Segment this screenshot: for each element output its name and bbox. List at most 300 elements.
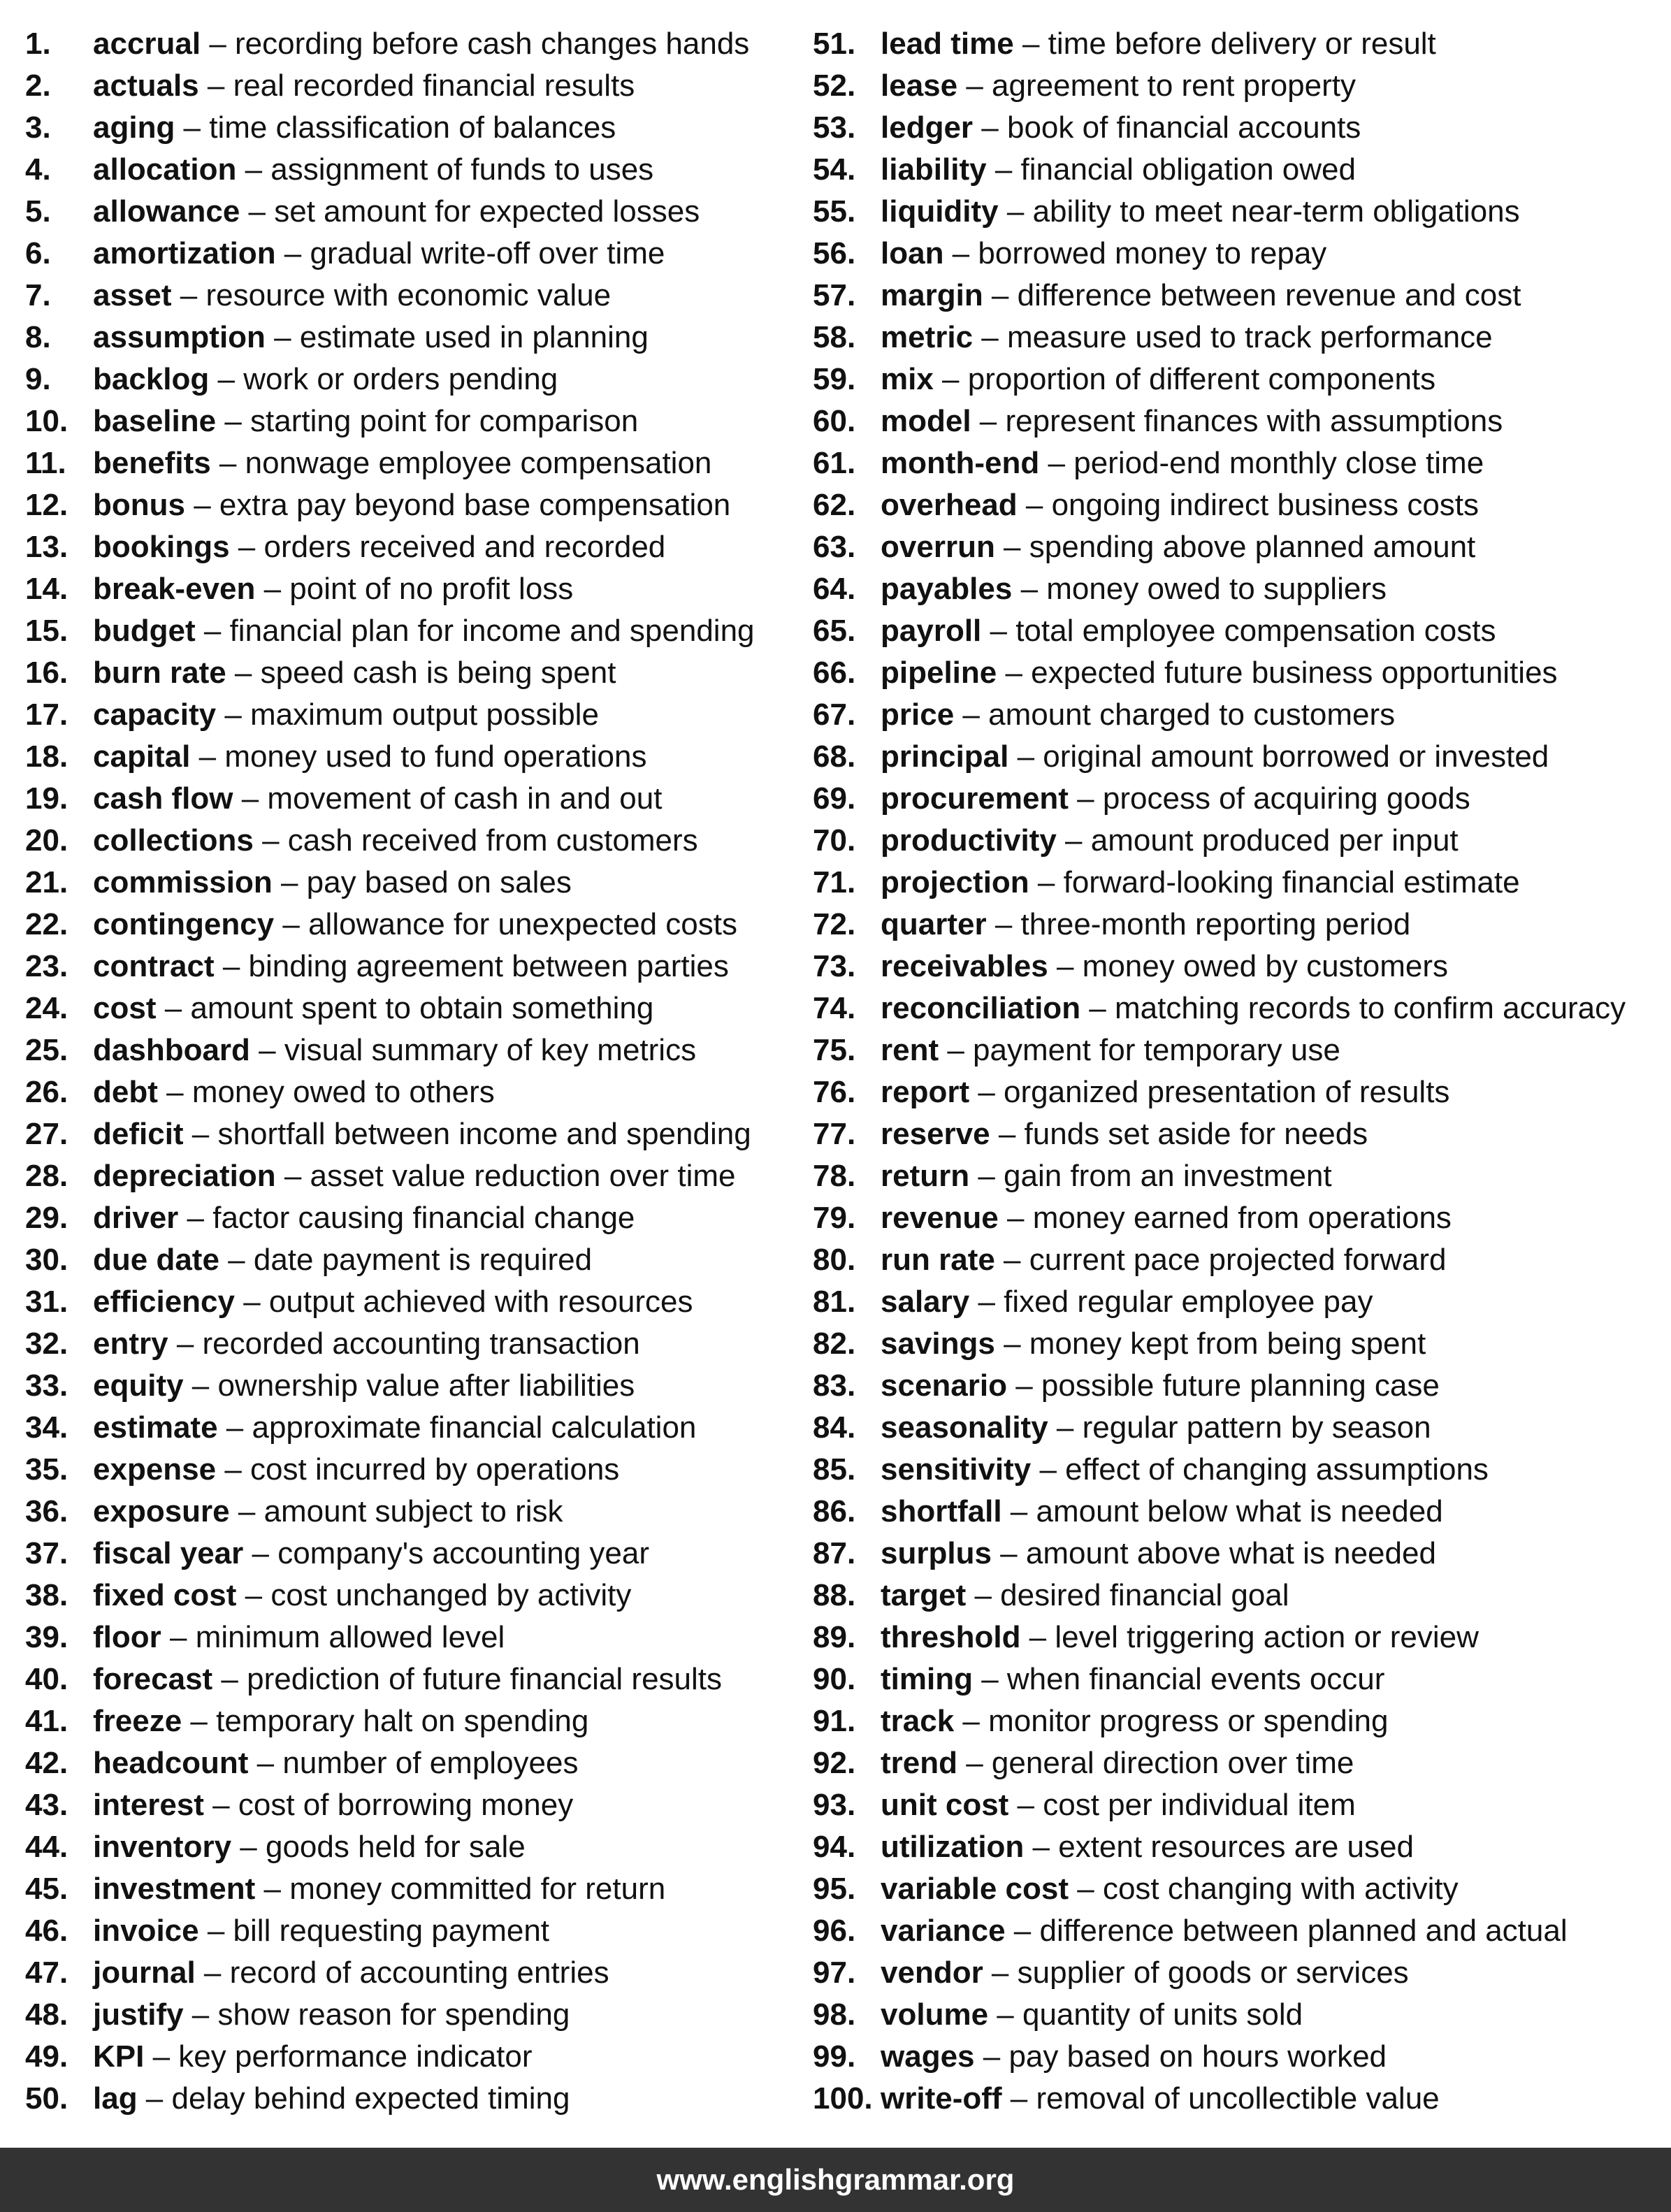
glossary-entry <box>813 1910 1665 1952</box>
entry-separator: – <box>998 1201 1033 1235</box>
entry-separator: – <box>190 739 225 774</box>
entry-term: driver <box>93 1201 179 1235</box>
entry-separator: – <box>998 194 1033 229</box>
entry-definition: maximum output possible <box>250 697 599 732</box>
entry-definition: removal of uncollectible value <box>1036 2081 1440 2116</box>
entry-separator: – <box>969 1285 1004 1319</box>
entry-separator: – <box>182 1704 217 1738</box>
entry-term: backlog <box>93 362 210 396</box>
entry-definition: difference between planned and actual <box>1039 1914 1568 1948</box>
glossary-entry <box>813 1155 1665 1197</box>
entry-number: 31. <box>25 1285 68 1319</box>
entry-separator: – <box>217 1410 252 1445</box>
entry-term: surplus <box>881 1536 992 1570</box>
entry-term: capacity <box>93 697 217 732</box>
entry-term: investment <box>93 1872 256 1906</box>
entry-term: cost <box>93 991 157 1025</box>
entry-term: price <box>881 697 955 732</box>
entry-term: savings <box>881 1327 995 1361</box>
entry-number: 57. <box>813 278 856 312</box>
entry-number: 55. <box>813 194 856 229</box>
glossary-entry <box>25 1155 815 1197</box>
glossary-entry <box>813 778 1665 820</box>
glossary-entry <box>813 107 1665 149</box>
entry-term: entry <box>93 1327 168 1361</box>
entry-separator: – <box>1069 1872 1103 1906</box>
entry-separator: – <box>1008 739 1043 774</box>
entry-term: target <box>881 1578 967 1612</box>
entry-term: seasonality <box>881 1410 1048 1445</box>
entry-separator: – <box>954 1704 989 1738</box>
entry-term: debt <box>93 1075 158 1109</box>
entry-term: floor <box>93 1620 161 1654</box>
entry-number: 100. <box>813 2081 873 2116</box>
entry-definition: level triggering action or review <box>1055 1620 1479 1654</box>
entry-separator: – <box>943 236 978 270</box>
glossary-entry <box>813 2078 1665 2120</box>
glossary-entry <box>25 1029 815 1071</box>
entry-number: 99. <box>813 2039 856 2074</box>
entry-number: 65. <box>813 614 856 648</box>
glossary-entry <box>813 988 1665 1029</box>
glossary-entry <box>25 2036 815 2078</box>
glossary-entry <box>25 1449 815 1491</box>
entry-separator: – <box>183 1368 218 1403</box>
entry-number: 30. <box>25 1243 68 1277</box>
entry-number: 83. <box>813 1368 856 1403</box>
entry-number: 25. <box>25 1033 68 1067</box>
entry-definition: general direction over time <box>991 1746 1354 1780</box>
entry-definition: payment for temporary use <box>973 1033 1340 1067</box>
entry-definition: funds set aside for needs <box>1024 1117 1368 1151</box>
glossary-entry <box>813 1533 1665 1575</box>
entry-number: 66. <box>813 656 856 690</box>
glossary-entry <box>813 1994 1665 2036</box>
entry-separator: – <box>983 1956 1018 1990</box>
glossary-entry <box>25 1323 815 1365</box>
entry-term: vendor <box>881 1956 983 1990</box>
entry-definition: when financial events occur <box>1006 1662 1385 1696</box>
entry-term: wages <box>881 2039 975 2074</box>
entry-term: return <box>881 1159 970 1193</box>
entry-definition: difference between revenue and cost <box>1017 278 1521 312</box>
entry-definition: bill requesting payment <box>233 1914 550 1948</box>
glossary-entry <box>25 820 815 862</box>
entry-separator: – <box>1048 1410 1083 1445</box>
entry-term: margin <box>881 278 983 312</box>
glossary-entry <box>25 275 815 317</box>
entry-definition: date payment is required <box>253 1243 593 1277</box>
entry-number: 6. <box>25 236 51 270</box>
entry-number: 51. <box>813 27 856 61</box>
entry-term: collections <box>93 823 254 858</box>
entry-definition: goods held for sale <box>265 1830 526 1864</box>
entry-term: actuals <box>93 68 199 103</box>
entry-number: 29. <box>25 1201 68 1235</box>
entry-separator: – <box>1029 865 1064 899</box>
glossary-entry <box>25 1784 815 1826</box>
glossary-entry <box>25 1658 815 1700</box>
entry-number: 26. <box>25 1075 68 1109</box>
entry-definition: amount spent to obtain something <box>190 991 654 1025</box>
glossary-entry <box>813 1323 1665 1365</box>
glossary-entry <box>25 694 815 736</box>
glossary-entry <box>25 400 815 442</box>
entry-number: 33. <box>25 1368 68 1403</box>
entry-term: accrual <box>93 27 201 61</box>
entry-number: 40. <box>25 1662 68 1696</box>
entry-separator: – <box>1056 823 1091 858</box>
entry-term: aging <box>93 110 175 145</box>
entry-number: 1. <box>25 27 51 61</box>
glossary-entry <box>813 1197 1665 1239</box>
entry-definition: prediction of future financial results <box>247 1662 723 1696</box>
entry-number: 12. <box>25 488 68 522</box>
entry-definition: proportion of different components <box>967 362 1436 396</box>
entry-separator: – <box>957 68 992 103</box>
entry-number: 61. <box>813 446 856 480</box>
entry-separator: – <box>1039 446 1074 480</box>
entry-term: shortfall <box>881 1494 1002 1528</box>
entry-term: equity <box>93 1368 184 1403</box>
glossary-entry <box>25 1239 815 1281</box>
entry-separator: – <box>255 1872 290 1906</box>
entry-separator: – <box>1020 1620 1055 1654</box>
entry-number: 84. <box>813 1410 856 1445</box>
entry-term: timing <box>881 1662 973 1696</box>
entry-definition: nonwage employee compensation <box>245 446 712 480</box>
entry-number: 23. <box>25 949 68 983</box>
entry-definition: amount above what is needed <box>1025 1536 1436 1570</box>
entry-term: journal <box>93 1956 196 1990</box>
entry-number: 80. <box>813 1243 856 1277</box>
entry-separator: – <box>1017 488 1052 522</box>
glossary-entry <box>25 191 815 233</box>
glossary-entry <box>25 778 815 820</box>
glossary-entry <box>813 1365 1665 1407</box>
entry-term: allowance <box>93 194 240 229</box>
entry-term: invoice <box>93 1914 199 1948</box>
entry-number: 60. <box>813 404 856 438</box>
glossary-entry <box>813 526 1665 568</box>
entry-definition: extent resources are used <box>1058 1830 1414 1864</box>
entry-term: mix <box>881 362 934 396</box>
entry-definition: period-end monthly close time <box>1073 446 1484 480</box>
entry-definition: factor causing financial change <box>212 1201 635 1235</box>
entry-separator: – <box>201 27 236 61</box>
entry-separator: – <box>226 656 261 690</box>
entry-term: productivity <box>881 823 1057 858</box>
glossary-entry <box>813 484 1665 526</box>
entry-number: 76. <box>813 1075 856 1109</box>
entry-definition: cost of borrowing money <box>238 1788 574 1822</box>
entry-definition: agreement to rent property <box>992 68 1356 103</box>
glossary-entry <box>813 1071 1665 1113</box>
entry-definition: cost unchanged by activity <box>270 1578 632 1612</box>
glossary-entry <box>25 904 815 946</box>
entry-number: 15. <box>25 614 68 648</box>
entry-definition: extra pay beyond base compensation <box>219 488 731 522</box>
glossary-list <box>0 23 1671 2116</box>
glossary-entry <box>25 736 815 778</box>
glossary-entry <box>813 610 1665 652</box>
entry-term: baseline <box>93 404 217 438</box>
footer-bar <box>0 2148 1671 2212</box>
entry-definition: money owed by customers <box>1082 949 1449 983</box>
entry-definition: measure used to track performance <box>1007 320 1493 354</box>
entry-separator: – <box>933 362 968 396</box>
glossary-entry <box>25 1071 815 1113</box>
entry-definition: real recorded financial results <box>233 68 635 103</box>
entry-number: 46. <box>25 1914 68 1948</box>
entry-separator: – <box>1048 949 1083 983</box>
entry-definition: amount subject to risk <box>263 1494 563 1528</box>
entry-number: 79. <box>813 1201 856 1235</box>
entry-term: metric <box>881 320 974 354</box>
entry-definition: quantity of units sold <box>1022 1997 1303 2032</box>
entry-separator: – <box>249 1033 284 1067</box>
entry-number: 14. <box>25 572 68 606</box>
entry-number: 94. <box>813 1830 856 1864</box>
entry-number: 93. <box>813 1788 856 1822</box>
entry-number: 5. <box>25 194 51 229</box>
entry-separator: – <box>240 194 275 229</box>
entry-separator: – <box>1006 1368 1041 1403</box>
entry-number: 20. <box>25 823 68 858</box>
entry-definition: expected future business opportunities <box>1031 656 1558 690</box>
entry-separator: – <box>994 1327 1029 1361</box>
entry-term: scenario <box>881 1368 1007 1403</box>
entry-separator: – <box>990 1117 1025 1151</box>
entry-separator: – <box>275 1159 310 1193</box>
glossary-entry <box>25 1617 815 1658</box>
entry-definition: time classification of balances <box>209 110 616 145</box>
entry-separator: – <box>219 1243 254 1277</box>
entry-term: amortization <box>93 236 276 270</box>
entry-number: 38. <box>25 1578 68 1612</box>
entry-separator: – <box>171 278 206 312</box>
entry-term: track <box>881 1704 955 1738</box>
entry-separator: – <box>185 488 219 522</box>
entry-term: lease <box>881 68 958 103</box>
entry-definition: supplier of goods or services <box>1017 1956 1409 1990</box>
entry-definition: money kept from being spent <box>1029 1327 1426 1361</box>
entry-number: 34. <box>25 1410 68 1445</box>
entry-term: overhead <box>881 488 1018 522</box>
entry-definition: allowance for unexpected costs <box>308 907 737 941</box>
glossary-column-left <box>25 23 815 2120</box>
entry-definition: recording before cash changes hands <box>235 27 750 61</box>
entry-number: 13. <box>25 530 68 564</box>
entry-separator: – <box>274 907 309 941</box>
entry-separator: – <box>1012 572 1047 606</box>
entry-separator: – <box>991 1536 1026 1570</box>
entry-separator: – <box>229 1494 264 1528</box>
entry-definition: pay based on sales <box>306 865 572 899</box>
entry-definition: financial plan for income and spending <box>229 614 755 648</box>
entry-definition: fixed regular employee pay <box>1004 1285 1373 1319</box>
entry-number: 74. <box>813 991 856 1025</box>
entry-separator: – <box>972 1662 1007 1696</box>
entry-term: liability <box>881 152 987 187</box>
entry-number: 22. <box>25 907 68 941</box>
glossary-entry <box>813 233 1665 275</box>
entry-term: utilization <box>881 1830 1025 1864</box>
glossary-entry <box>813 1617 1665 1658</box>
glossary-entry <box>813 862 1665 904</box>
entry-number: 47. <box>25 1956 68 1990</box>
entry-separator: – <box>231 1830 266 1864</box>
glossary-entry <box>813 1952 1665 1994</box>
entry-definition: money owed to suppliers <box>1046 572 1387 606</box>
entry-definition: monitor progress or spending <box>988 1704 1389 1738</box>
entry-number: 75. <box>813 1033 856 1067</box>
entry-term: fixed cost <box>93 1578 237 1612</box>
entry-number: 3. <box>25 110 51 145</box>
entry-number: 71. <box>813 865 856 899</box>
entry-definition: spending above planned amount <box>1029 530 1476 564</box>
glossary-entry <box>25 988 815 1029</box>
entry-separator: – <box>183 1117 218 1151</box>
entry-separator: – <box>997 656 1032 690</box>
entry-term: liquidity <box>881 194 999 229</box>
entry-number: 9. <box>25 362 51 396</box>
entry-number: 42. <box>25 1746 68 1780</box>
entry-term: expense <box>93 1452 217 1487</box>
entry-number: 92. <box>813 1746 856 1780</box>
entry-term: bonus <box>93 488 185 522</box>
entry-separator: – <box>974 2039 1009 2074</box>
entry-number: 96. <box>813 1914 856 1948</box>
glossary-entry <box>813 149 1665 191</box>
entry-separator: – <box>229 530 264 564</box>
entry-definition: borrowed money to repay <box>978 236 1327 270</box>
entry-number: 19. <box>25 781 68 816</box>
entry-number: 50. <box>25 2081 68 2116</box>
entry-separator: – <box>994 530 1029 564</box>
entry-separator: – <box>275 236 310 270</box>
footer-website-link[interactable]: www.englishgrammar.org <box>656 2163 1015 2196</box>
entry-number: 24. <box>25 991 68 1025</box>
entry-number: 7. <box>25 278 51 312</box>
glossary-entry <box>25 1575 815 1617</box>
entry-number: 81. <box>813 1285 856 1319</box>
entry-separator: – <box>983 278 1018 312</box>
entry-number: 32. <box>25 1327 68 1361</box>
entry-term: write-off <box>881 2081 1002 2116</box>
entry-definition: ongoing indirect business costs <box>1051 488 1480 522</box>
entry-separator: – <box>175 110 210 145</box>
glossary-entry <box>813 1826 1665 1868</box>
entry-definition: effect of changing assumptions <box>1065 1452 1489 1487</box>
entry-term: deficit <box>93 1117 184 1151</box>
entry-number: 27. <box>25 1117 68 1151</box>
glossary-entry <box>25 484 815 526</box>
entry-term: contingency <box>93 907 275 941</box>
entry-definition: money committed for return <box>289 1872 666 1906</box>
entry-term: variance <box>881 1914 1006 1948</box>
entry-term: exposure <box>93 1494 230 1528</box>
glossary-entry <box>25 610 815 652</box>
entry-separator: – <box>212 1662 247 1696</box>
entry-definition: minimum allowed level <box>195 1620 505 1654</box>
entry-number: 68. <box>813 739 856 774</box>
entry-term: inventory <box>93 1830 232 1864</box>
entry-term: break-even <box>93 572 256 606</box>
entry-separator: – <box>1024 1830 1059 1864</box>
entry-definition: matching records to confirm accuracy <box>1115 991 1626 1025</box>
entry-definition: visual summary of key metrics <box>284 1033 697 1067</box>
entry-definition: money owed to others <box>191 1075 495 1109</box>
glossary-entry <box>25 1910 815 1952</box>
entry-term: assumption <box>93 320 266 354</box>
entry-number: 16. <box>25 656 68 690</box>
entry-separator: – <box>272 865 307 899</box>
entry-term: payables <box>881 572 1013 606</box>
entry-separator: – <box>216 404 251 438</box>
entry-number: 67. <box>813 697 856 732</box>
entry-separator: – <box>954 697 989 732</box>
entry-separator: – <box>236 1578 271 1612</box>
glossary-entry <box>813 946 1665 988</box>
entry-term: benefits <box>93 446 211 480</box>
entry-term: contract <box>93 949 215 983</box>
entry-definition: forward-looking financial estimate <box>1063 865 1520 899</box>
entry-separator: – <box>265 320 300 354</box>
entry-term: forecast <box>93 1662 213 1696</box>
entry-separator: – <box>234 1285 269 1319</box>
entry-definition: desired financial goal <box>1000 1578 1289 1612</box>
entry-separator: – <box>183 1997 218 2032</box>
entry-number: 63. <box>813 530 856 564</box>
entry-term: month-end <box>881 446 1040 480</box>
entry-separator: – <box>253 823 288 858</box>
entry-term: trend <box>881 1746 957 1780</box>
entry-separator: – <box>988 1997 1022 2032</box>
entry-term: freeze <box>93 1704 182 1738</box>
entry-definition: possible future planning case <box>1041 1368 1440 1403</box>
entry-definition: gradual write-off over time <box>310 236 665 270</box>
entry-definition: shortfall between income and spending <box>217 1117 751 1151</box>
entry-separator: – <box>1068 781 1103 816</box>
entry-term: revenue <box>881 1201 999 1235</box>
entry-definition: represent finances with assumptions <box>1005 404 1503 438</box>
entry-separator: – <box>198 68 233 103</box>
entry-number: 41. <box>25 1704 68 1738</box>
entry-separator: – <box>248 1746 283 1780</box>
entry-term: budget <box>93 614 196 648</box>
entry-separator: – <box>255 572 290 606</box>
glossary-entry <box>25 1826 815 1868</box>
glossary-entry <box>25 526 815 568</box>
entry-term: lag <box>93 2081 138 2116</box>
entry-separator: – <box>236 152 271 187</box>
entry-number: 18. <box>25 739 68 774</box>
glossary-entry <box>25 1365 815 1407</box>
entry-separator: – <box>1001 2081 1036 2116</box>
entry-separator: – <box>195 1956 230 1990</box>
entry-number: 64. <box>813 572 856 606</box>
entry-term: report <box>881 1075 970 1109</box>
entry-term: ledger <box>881 110 974 145</box>
entry-definition: company's accounting year <box>277 1536 650 1570</box>
entry-definition: set amount for expected losses <box>274 194 700 229</box>
glossary-entry <box>25 359 815 400</box>
entry-term: dashboard <box>93 1033 250 1067</box>
entry-number: 58. <box>813 320 856 354</box>
entry-separator: – <box>1013 27 1048 61</box>
entry-separator: – <box>233 781 268 816</box>
